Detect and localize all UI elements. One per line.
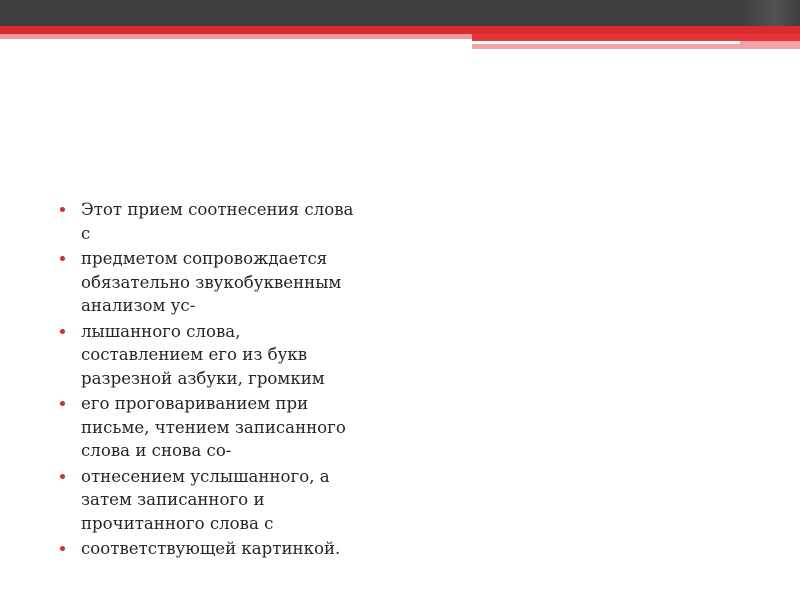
bullet-line: его проговариванием при	[81, 394, 309, 413]
bullet-item	[60, 198, 390, 245]
bullet-item	[60, 320, 390, 391]
bullet-icon	[60, 207, 65, 212]
header-stripe-pink-left	[0, 34, 472, 39]
bullet-line: прочитанного слова с	[81, 513, 274, 533]
bullet-icon	[60, 546, 65, 551]
header-stripe-red	[0, 26, 800, 34]
bullet-line: отнесением услышанного, а	[81, 466, 330, 486]
bullet-line: Этот прием соотнесения слова	[81, 200, 354, 219]
bullet-icon	[60, 329, 65, 334]
bullet-line: затем записанного и	[81, 490, 265, 509]
bullet-item	[60, 392, 390, 463]
bullet-icon	[60, 474, 65, 479]
bullet-line: лышанного слова,	[81, 321, 241, 341]
bullet-line: разрезной азбуки, громким	[81, 368, 325, 388]
bullet-line: письме, чтением записанного	[81, 417, 346, 437]
bullet-icon	[60, 401, 65, 406]
bullet-item	[60, 465, 390, 536]
bullet-line: анализом ус-	[81, 296, 196, 315]
bullet-item	[60, 247, 390, 318]
bullet-icon	[60, 256, 65, 261]
header-bar-gloss	[740, 0, 800, 26]
bullet-item	[60, 537, 390, 561]
header-bar	[0, 0, 800, 26]
bullet-line: обязательно звукобуквенным	[81, 272, 342, 292]
bullet-list	[60, 198, 390, 563]
bullet-line: составлением его из букв	[81, 345, 308, 364]
bullet-line: соответствующей картинкой.	[81, 539, 341, 558]
bullet-line: слова и снова со-	[81, 441, 232, 460]
bullet-line: предметом сопровождается	[81, 249, 328, 268]
bullet-line: с	[81, 223, 91, 243]
header-stripe-red-right	[472, 34, 800, 41]
header-stripe-pink-right	[472, 44, 800, 49]
